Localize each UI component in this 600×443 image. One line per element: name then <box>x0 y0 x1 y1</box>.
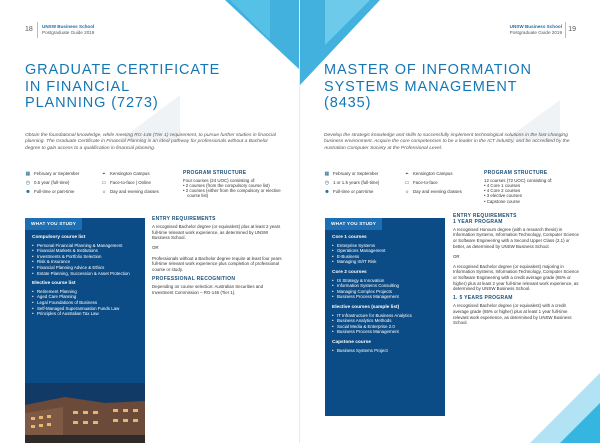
program-structure-item: • 2 courses (from the compulsory course list) <box>183 183 270 188</box>
capstone-heading: Capstone course <box>332 339 371 345</box>
list-item: • Business Process Management <box>332 329 440 335</box>
list-item: • Enterprise Systems <box>332 243 440 249</box>
compulsory-list <box>32 243 140 277</box>
list-item: • Personal Financial Planning & Management <box>32 243 140 249</box>
list-item: • Information Systems Consulting <box>332 283 440 289</box>
page-number: 18 <box>25 26 33 33</box>
list-item: • Legal Foundations of Business <box>32 300 140 306</box>
entry-heading: ENTRY REQUIREMENTS <box>152 216 216 222</box>
location-icon: ⌖ <box>405 171 409 177</box>
entry-subheading: 1 YEAR PROGRAM <box>453 218 503 225</box>
core2-list <box>332 278 440 300</box>
list-item: • IS Strategy & Innovation <box>332 278 440 284</box>
program-facts-2 <box>404 171 462 198</box>
list-item: • Social Media & Enterprise 2.0 <box>332 324 440 330</box>
list-item: • Retirement Planning <box>32 289 140 295</box>
entry-requirements <box>453 214 581 330</box>
fact-campus: ⌖ Kensington Campus <box>102 171 150 177</box>
list-item: • E-Business <box>332 254 440 260</box>
list-item: • Managing IS/IT Risk <box>332 259 440 265</box>
program-facts <box>25 171 79 198</box>
fact-campus: ⌖ Kensington Campus <box>405 171 453 177</box>
program-facts <box>324 171 379 198</box>
capstone-list <box>332 348 440 354</box>
page-right <box>300 0 600 443</box>
fact-duration: ◷ 1 or 1.5 years (full-time) <box>324 180 380 187</box>
recognition-heading: PROFESSIONAL RECOGNITION <box>152 275 236 282</box>
entry-paragraph: Professionals without a Bachelor degree require at least four years full-time relevant work experience plus completion of professional course or study. <box>152 255 282 272</box>
list-item: • Estate Planning, Succession & Asset Protection <box>32 271 140 277</box>
what-you-study-box <box>25 218 145 383</box>
list-item: • IT Infrastructure for Business Analytics <box>332 313 440 319</box>
deco-triangle-top-right-2 <box>230 0 270 40</box>
entry-heading: ENTRY REQUIREMENTS <box>453 213 517 219</box>
screen-icon: ▭ <box>101 180 107 187</box>
fact-delivery: ▭ Face-to-face <box>404 180 438 187</box>
running-header <box>42 24 94 35</box>
campus-building-photo <box>25 383 145 443</box>
user-icon: ☻ <box>25 189 31 196</box>
fact-classes: ☼ Day and evening classes <box>101 189 159 196</box>
program-structure-intro: 12 courses (72 UOC) consisting of: <box>484 177 553 183</box>
program-structure-heading: PROGRAM STRUCTURE <box>183 170 247 176</box>
entry-paragraph: A recognised Honours degree (with a research thesis) in Information Systems, Information Technology, Computer Science or Software Engineering with a Second Upper Class (2.1) or better, as determined by UNSW Business School. <box>453 226 580 249</box>
program-structure <box>183 171 283 199</box>
header-divider <box>37 22 38 38</box>
list-item: • Business Analytics Methods <box>332 318 440 324</box>
deco-triangle-bottom-right-2 <box>560 403 600 443</box>
program-structure-heading: PROGRAM STRUCTURE <box>484 170 548 176</box>
list-item: • Financial Markets & Institutions <box>32 248 140 254</box>
elective-heading: Elective course list <box>32 281 76 287</box>
fact-delivery: ▭ Face-to-face | Online <box>101 180 151 187</box>
program-intro: Develop the strategic knowledge and skills to successfully implement technological solutions in the fast-changing business environment. Acquire the core competencies to be a leader in the ICT industry, and be accredited by the Australian Computer Society at the Professional Level. <box>324 133 570 151</box>
list-item: • Risk & Insurance <box>32 259 140 265</box>
list-item: • Financial Planning Advice & Ethics <box>32 265 140 271</box>
fact-duration: ◷ 0.5 year (full-time) <box>25 180 70 187</box>
program-structure-item: • 4 Core 2 courses <box>484 188 521 194</box>
core1-heading: Core 1 courses <box>332 235 367 240</box>
entry-or: OR <box>152 245 159 251</box>
program-structure-item: • 4 Core 1 courses <box>484 183 521 188</box>
fact-intake: ▦ February or September <box>25 171 80 177</box>
program-facts-2 <box>101 171 159 198</box>
user-icon: ☻ <box>324 189 330 196</box>
program-title: GRADUATE CERTIFICATE IN FINANCIAL PLANNING (7273) <box>25 62 221 111</box>
calendar-icon: ▦ <box>25 171 31 177</box>
fact-intake: ▦ February or September <box>324 171 379 177</box>
clock-icon: ◷ <box>25 180 31 187</box>
fact-classes: ☼ Day and evening classes <box>404 189 462 196</box>
what-you-study-box <box>325 218 445 416</box>
elective-heading: Elective courses (sample list) <box>332 304 400 310</box>
fact-mode: ☻ Full-time or part-time <box>25 189 75 196</box>
clock-icon: ◷ <box>324 180 330 187</box>
header-school: UNSW Business School <box>509 24 562 29</box>
sun-icon: ☼ <box>101 189 107 196</box>
entry-requirements <box>152 217 284 300</box>
entry-paragraph: A recognised Bachelor degree (or equivalent) majoring in Information Systems, Information Technology, Computer Science or Software Engineering with a credit average grade (65% or higher) plus at least 2 year full-time relevant work experience, as determined by UNSW Business School. <box>453 263 580 292</box>
header-divider <box>565 22 566 38</box>
list-item: • Operations Management <box>332 248 440 254</box>
core1-list <box>332 243 440 265</box>
list-item: • Investments & Portfolio Selection <box>32 254 140 260</box>
program-structure-item: • 2 courses (either from the compulsory or elective course list) <box>183 188 281 199</box>
program-structure-item: • Capstone course <box>484 198 520 204</box>
list-item: • Principles of Australian Tax Law <box>32 311 140 317</box>
fact-mode: ☻ Full-time or part-time <box>324 189 374 196</box>
list-item: • Aged Care Planning <box>32 294 140 300</box>
program-intro: Obtain the foundational knowledge, while meeting RG-146 (Tier 1) requirement, to pursue further studies in financial planning. The Graduate Certificate in Financial Planning is an ideal pathway for professionals without a Bachelor degree to gain access to a qualification in financial planning. <box>25 133 276 151</box>
list-item: • Self-Managed Superannuation Funds Law <box>32 306 140 312</box>
compulsory-heading: Compulsory course list <box>32 235 86 240</box>
header-school: UNSW Business School <box>42 24 95 29</box>
location-icon: ⌖ <box>102 171 106 177</box>
deco-triangle-top-left-2 <box>325 0 370 45</box>
header-guide: Postgraduate Guide 2019 <box>42 29 95 35</box>
header-guide: Postgraduate Guide 2019 <box>509 29 562 35</box>
list-item: • Business Process Management <box>332 294 440 300</box>
core2-heading: Core 2 courses <box>332 269 367 275</box>
running-header <box>510 24 562 35</box>
building-illustration <box>25 383 145 443</box>
recognition-text: Depending on course selection: Australian Securities and Investment Commission – RG-146 (Tier 1). <box>152 284 264 295</box>
page-number: 19 <box>568 26 576 33</box>
entry-paragraph: A recognised Bachelor degree (or equivalent) plus at least 2 years full-time relevant work experience, as determined by UNSW Business School. <box>152 224 281 241</box>
list-item: • Managing Complex Projects <box>332 289 440 295</box>
program-title: MASTER OF INFORMATION SYSTEMS MANAGEMENT (8435) <box>324 62 532 111</box>
entry-paragraph: A recognised Bachelor degree (or equivalent) with a credit average grade (65% or higher) plus at least 1 year full-time relevant work experience, as determined by UNSW Business School. <box>453 303 572 326</box>
program-structure-intro: Four courses (24 UOC) consisting of: <box>183 177 256 183</box>
list-item: • Business Systems Project <box>332 348 440 354</box>
entry-or: OR <box>453 253 460 259</box>
sun-icon: ☼ <box>404 189 410 196</box>
elective-list <box>332 313 440 335</box>
calendar-icon: ▦ <box>324 171 330 177</box>
elective-list <box>32 289 140 317</box>
what-you-study-heading: WHAT YOU STUDY <box>325 218 382 230</box>
program-structure-item: • 3 elective courses <box>484 193 522 199</box>
what-you-study-heading: WHAT YOU STUDY <box>25 218 82 230</box>
program-structure <box>484 171 579 204</box>
entry-subheading: 1. 5 YEARS PROGRAM <box>453 295 513 302</box>
screen-icon: ▭ <box>404 180 410 187</box>
